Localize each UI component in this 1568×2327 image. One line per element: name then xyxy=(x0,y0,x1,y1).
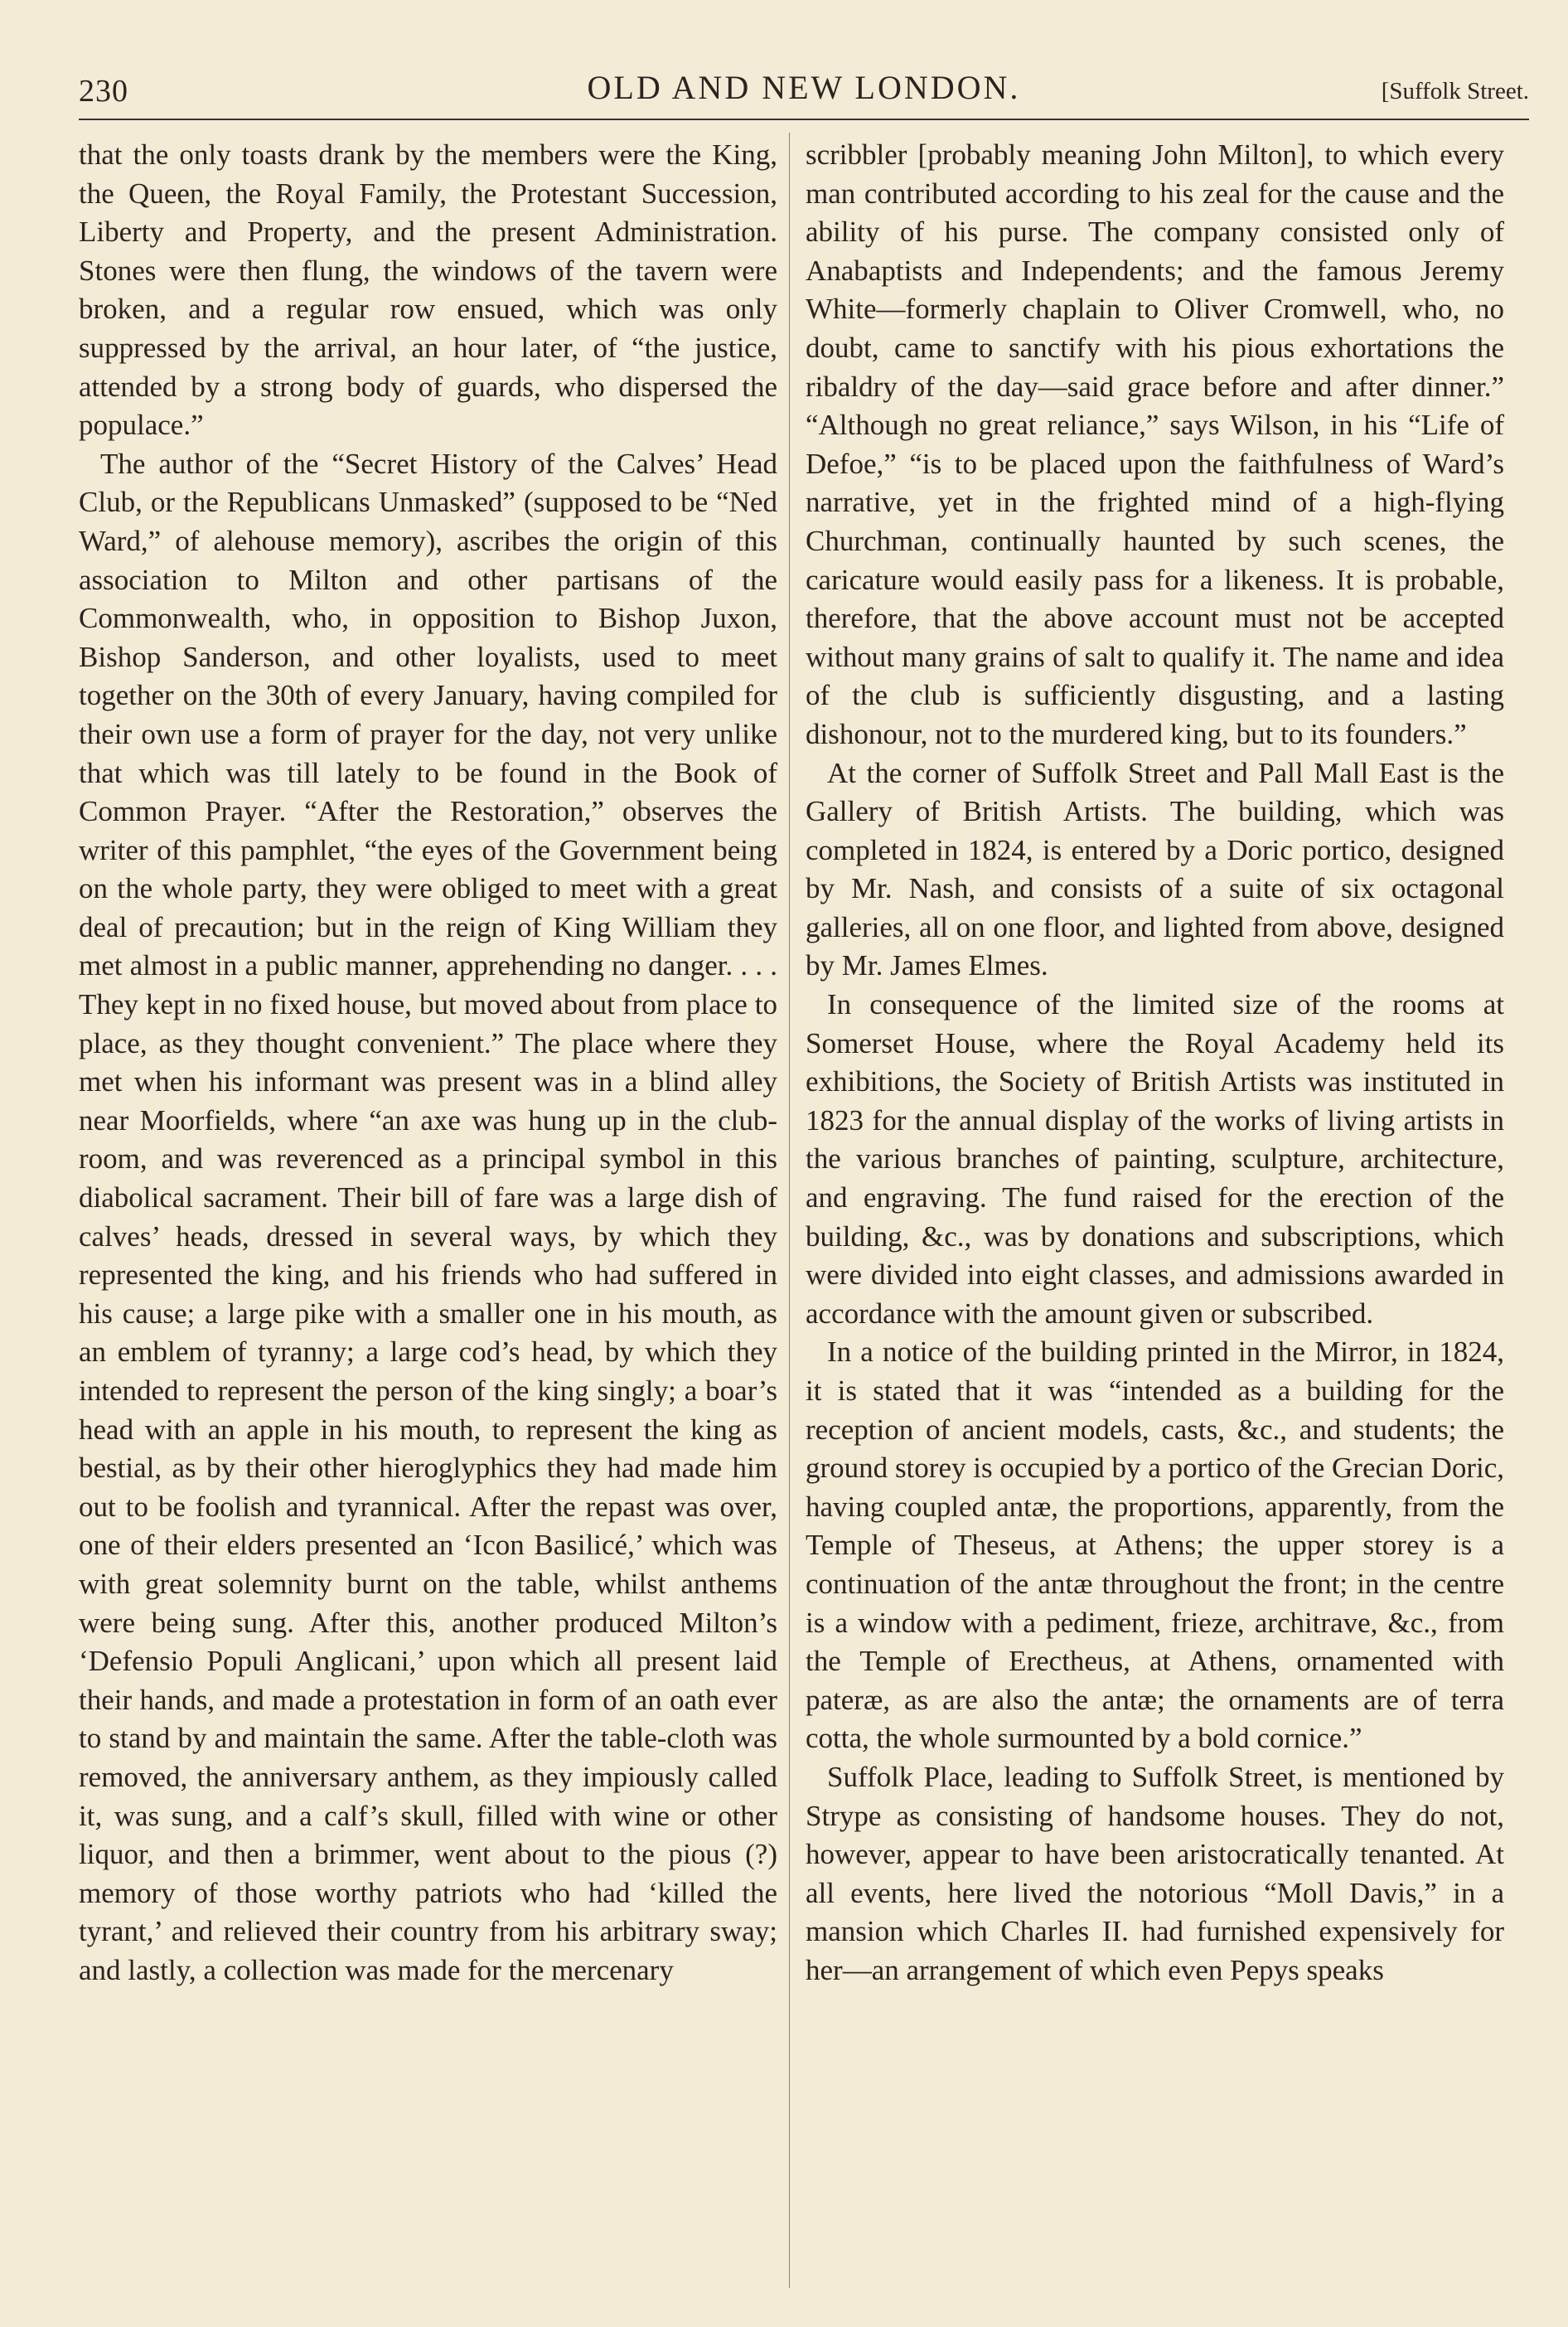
paragraph: scribbler [probably meaning John Milton], to which every man contributed according to his zeal for the cause and the ability of his purse. The company consisted only of Anabaptists and Independents; and the famous Jeremy White—formerly chaplain to Oliver Cromwell, who, no doubt, came to sanctify with his pious exhortations the ribaldry of the day—said grace before and after dinner.” “Although no great reliance,” says Wilson, in his “Life of Defoe,” “is to be placed upon the faithfulness of Ward’s narrative, yet in the frighted mind of a high-flying Churchman, continually haunted by such scenes, the caricature would easily pass for a likeness. It is probable, therefore, that the above account must not be accepted without many grains of salt to qualify it. The name and idea of the club is sufficiently disgusting, and a lasting dishonour, not to the murdered king, but to its founders.” xyxy=(806,138,1504,750)
paragraph: In consequence of the limited size of the rooms at Somerset House, where the Royal Academy held its exhibitions, the Society of British Artists was instituted in 1823 for the annual display of the works of living artists in the various branches of painting, sculpture, architecture, and engraving. The fund raised for the erection of the building, &c., was by donations and subscriptions, which were divided into eight classes, and admissions awarded in accordance with the amount given or subscribed. xyxy=(806,988,1504,1330)
running-title: OLD AND NEW LONDON. xyxy=(587,69,1021,106)
page-header xyxy=(79,66,1529,116)
paragraph: In a notice of the building printed in the Mirror, in 1824, it is stated that it was “intended as a building for the reception of ancient models, casts, &c., and students; the ground storey is occupied by a portico of the Grecian Doric, having coupled antæ, the proportions, apparently, from the Temple of Theseus, at Athens; the upper storey is a continuation of the antæ throughout the front; in the centre is a window with a pediment, frieze, architrave, &c., from the Temple of Erectheus, at Athens, ornamented with pateræ, as are also the antæ; the ornaments are of terra cotta, the whole surmounted by a bold cornice.” xyxy=(806,1336,1504,1755)
header-rule xyxy=(79,119,1529,120)
paragraph: The author of the “Secret History of the Calves’ Head Club, or the Republicans Unmasked” (supposed to be “Ned Ward,” of alehouse memory), ascribes the origin of this association to Milton and other partisans of the Commonwealth, who, in opposition to Bishop Juxon, Bishop Sanderson, and other loyalists, used to meet together on the 30th of every January, having compiled for their own use a form of prayer for the day, not very unlike that which was till lately to be found in the Book of Common Prayer. “After the Restoration,” observes the writer of this pamphlet, “the eyes of the Government being on the whole party, they were obliged to meet with a great deal of precaution; but in the reign of King William they met almost in a public manner, apprehending no danger. . . . They kept in no fixed house, but moved about from place to place, as they thought convenient.” The place where they met when his informant was present was in a blind alley near Moorfields, where “an axe was hung up in the club-room, and was reverenced as a principal symbol in this diabolical sacrament. Their bill of fare was a large dish of calves’ heads, dressed in several ways, by which they represented the king, and his friends who had suffered in his cause; a large pike with a smaller one in his mouth, as an emblem of tyranny; a large cod’s head, by which they intended to represent the person of the king singly; a boar’s head with an apple in his mouth, to represent the king as bestial, as by their other hieroglyphics they had made him out to be foolish and tyrannical. After the repast was over, one of their elders presented an ‘Icon Basilicé,’ which was with great solemnity burnt on the table, whilst anthems were being sung. After this, another produced Milton’s ‘Defensio Populi Anglicani,’ upon which all present laid their hands, and made a protestation in form of an oath ever to stand by and maintain the same. After the table-cloth was removed, the anniversary anthem, as they impiously called it, was sung, and a calf’s skull, filled with wine or other liquor, and then a brimmer, went about to the pious (?) memory of those worthy patriots who had ‘killed the tyrant,’ and relieved their country from his arbitrary sway; and lastly, a collection was made for the mercenary xyxy=(79,447,777,1986)
right-column xyxy=(806,136,1504,1990)
column-divider xyxy=(789,133,790,2288)
paragraph: that the only toasts drank by the members were the King, the Queen, the Royal Family, the Protestant Succession, Liberty and Property, and the present Administration. Stones were then flung, the windows of the tavern were broken, and a regular row ensued, which was only suppressed by the arrival, an hour later, of “the justice, attended by a strong body of guards, who dispersed the populace.” xyxy=(79,138,777,442)
page-number: 230 xyxy=(79,74,128,109)
paragraph: At the corner of Suffolk Street and Pall Mall East is the Gallery of British Artists. The building, which was completed in 1824, is entered by a Doric portico, designed by Mr. Nash, and consists of a suite of six octagonal galleries, all on one floor, and lighted from above, designed by Mr. James Elmes. xyxy=(806,756,1504,982)
left-column xyxy=(79,136,777,1990)
paragraph: Suffolk Place, leading to Suffolk Street, is mentioned by Strype as consisting of handsome houses. They do not, however, appear to have been aristocratically tenanted. At all events, here lived the notorious “Moll Davis,” in a mansion which Charles II. had furnished expensively for her—an arrangement of which even Pepys speaks xyxy=(806,1760,1504,1986)
section-heading: [Suffolk Street. xyxy=(1381,78,1529,104)
